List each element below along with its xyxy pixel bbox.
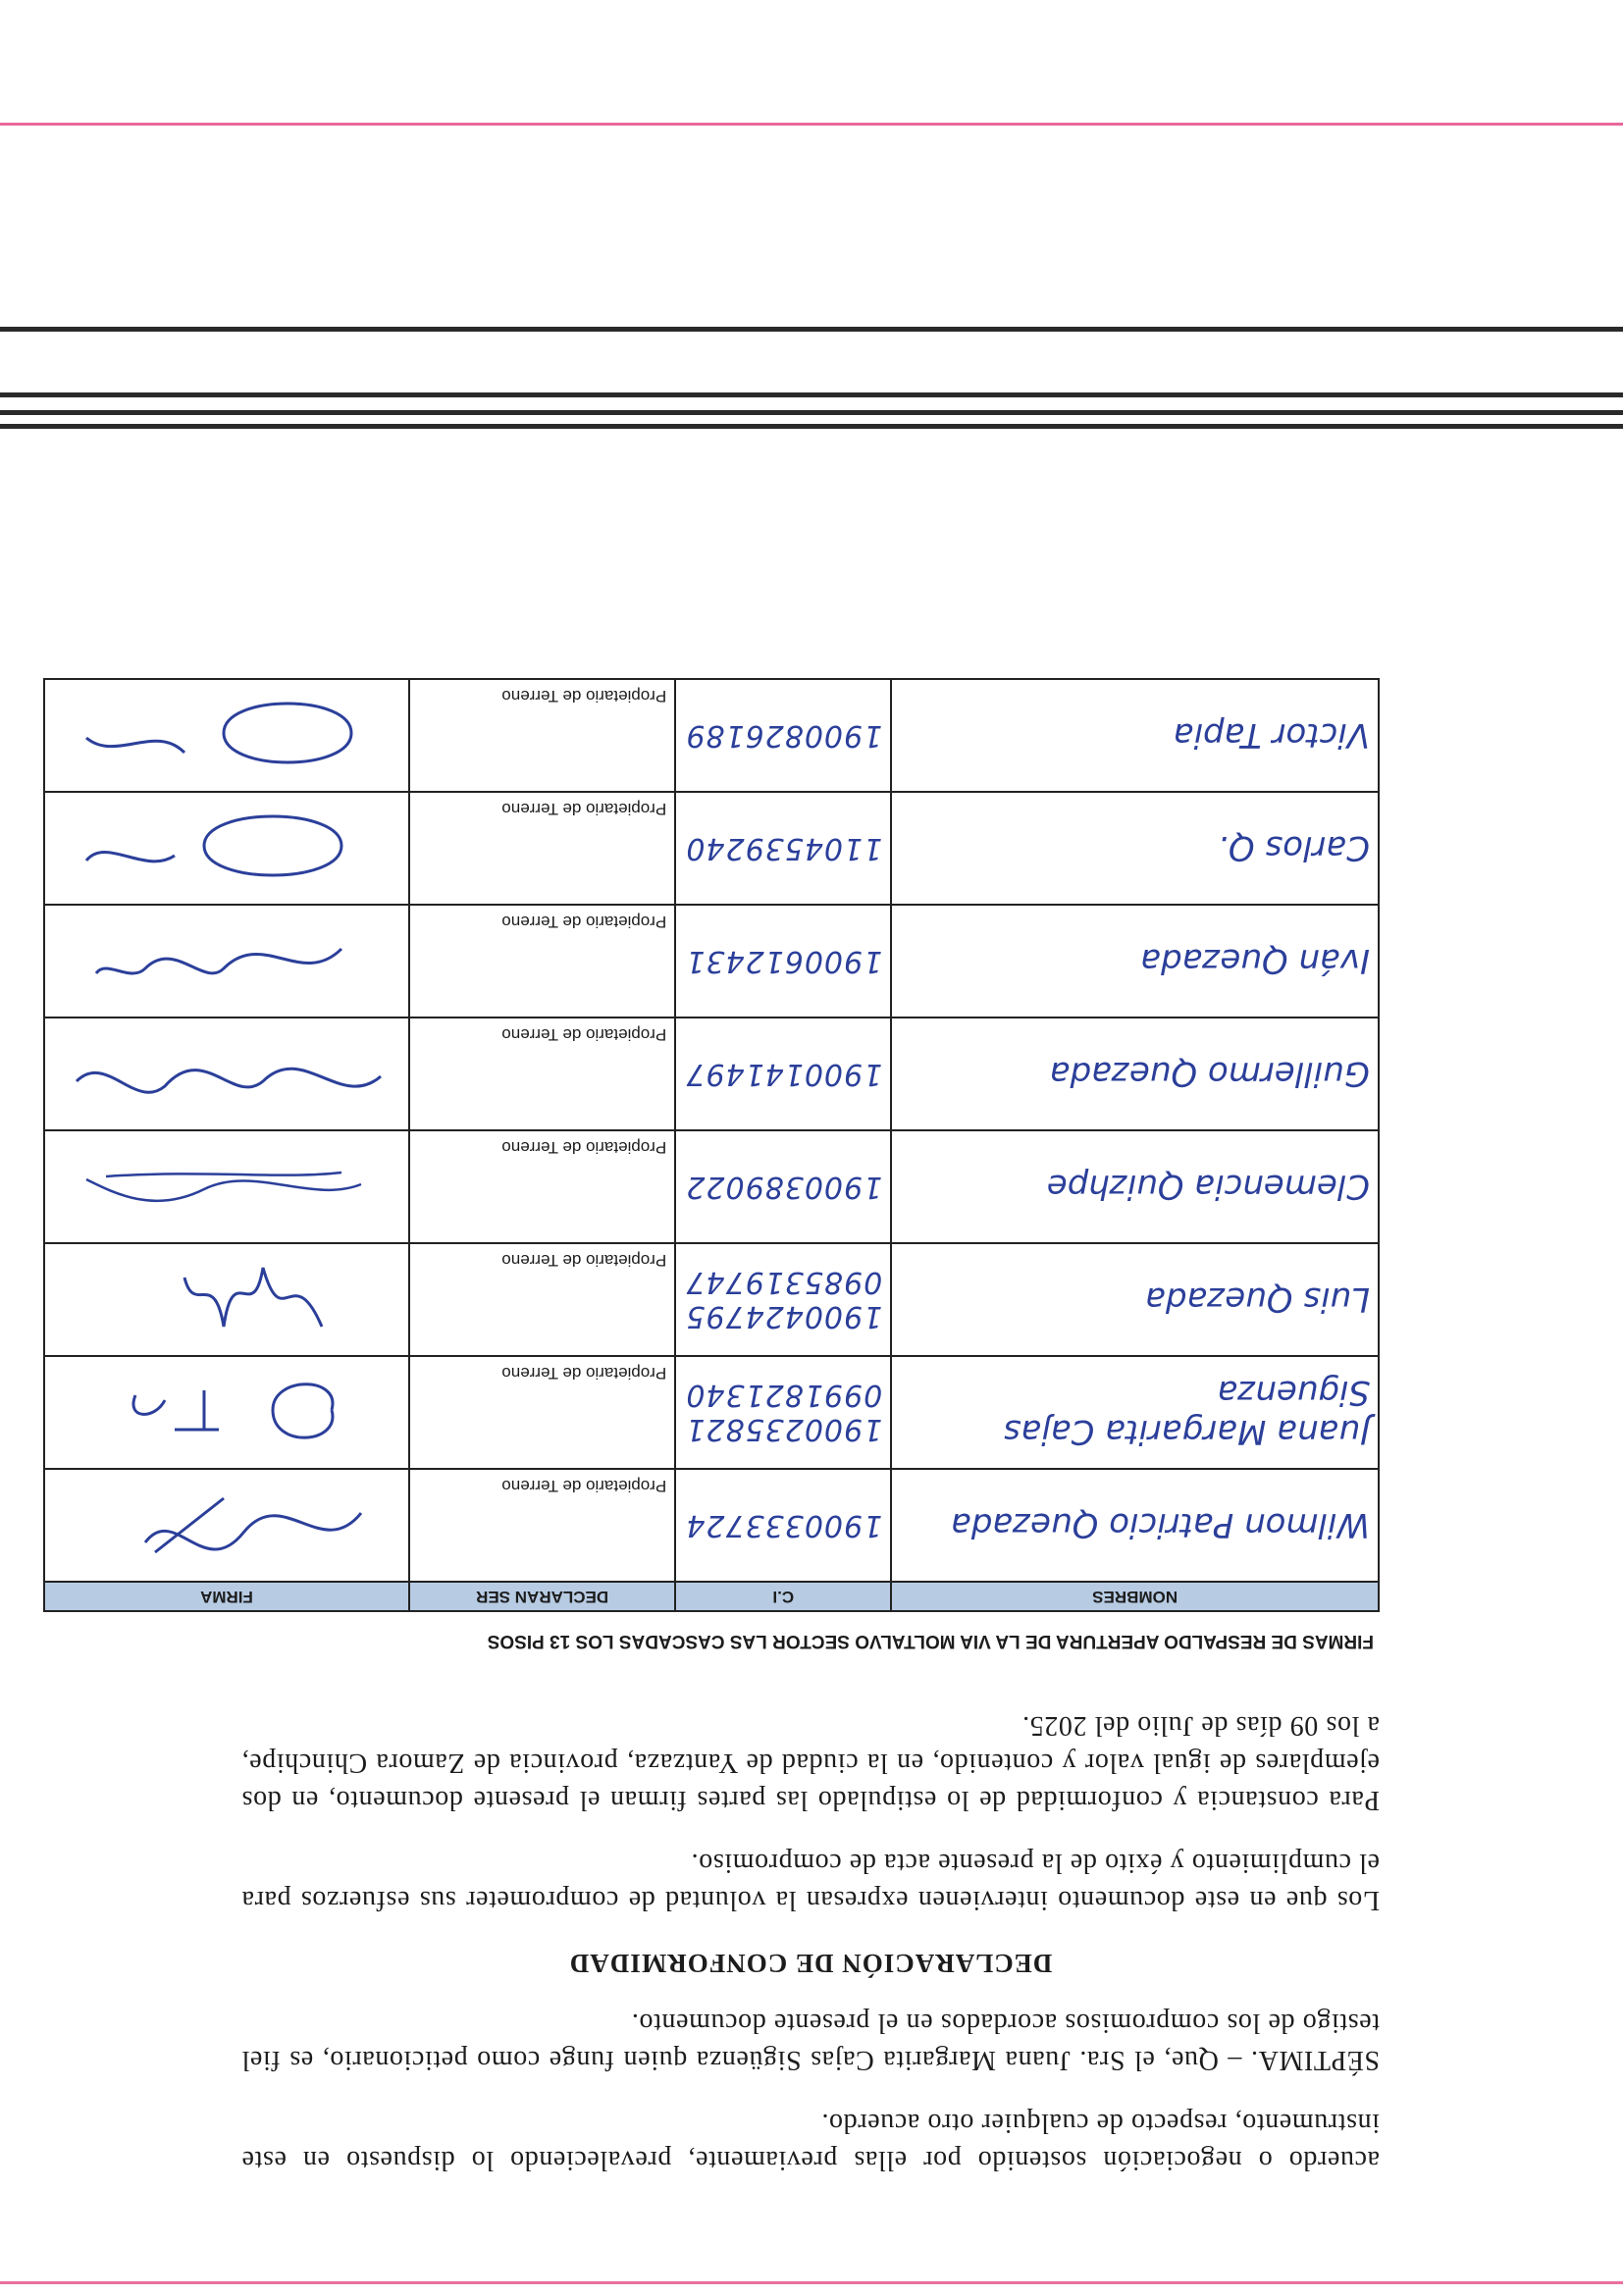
scan-artifact-line [0, 327, 1623, 332]
signature-table-title: FIRMAS DE RESPALDO APERTURA DE LA VIA MOLTALVO SECTOR LAS CASCADAS LOS 13 PISOS [487, 1631, 1374, 1651]
signature-cell [44, 792, 409, 905]
signature-cell [44, 1469, 409, 1582]
paragraph-will: Los que en este documento intervienen expresan la voluntad de comprometer sus esfuerzos para el cumplimiento y éxito de la presente acta de compromiso. [241, 1848, 1380, 1915]
table-row [44, 1469, 1379, 1582]
table-row [44, 1356, 1379, 1469]
signer-ci: 1900333724 [675, 1469, 891, 1582]
signer-ci: 1900235821 0991821340 [675, 1356, 891, 1469]
signer-role: Propietario de Terreno [409, 1243, 675, 1356]
signer-role: Propietario de Terreno [409, 1469, 675, 1582]
signer-name: Clemencia Quizhpe [891, 1130, 1379, 1243]
signer-role: Propietario de Terreno [409, 679, 675, 792]
signature-cell [44, 1018, 409, 1130]
scan-artifact-line [0, 392, 1623, 397]
margin-line-top [0, 2281, 1623, 2284]
signer-ci: 1900389022 [675, 1130, 891, 1243]
signer-name: Iván Quezada [891, 905, 1379, 1018]
table-row [44, 679, 1379, 792]
column-header-role: DECLARAN SER [409, 1582, 675, 1611]
signer-ci: 1900424795 0985319747 [675, 1243, 891, 1356]
column-header-ci: C.I [675, 1582, 891, 1611]
scan-artifact-line [0, 424, 1623, 429]
signer-role: Propietario de Terreno [409, 905, 675, 1018]
signer-ci: 1104539240 [675, 792, 891, 905]
table-header-row [44, 1582, 1379, 1611]
handwritten-signature [67, 1253, 400, 1346]
handwritten-signature [67, 1140, 400, 1233]
scan-artifact-line [0, 410, 1623, 415]
signer-role: Propietario de Terreno [409, 792, 675, 905]
handwritten-signature [67, 802, 400, 895]
table-row [44, 1243, 1379, 1356]
margin-line-bottom [0, 123, 1623, 126]
paragraph-agreement: acuerdo o negociación sostenido por ellas previamente, prevaleciendo lo dispuesto en este instrumento, respecto de cualquier otro acuerdo. [241, 2108, 1380, 2175]
handwritten-signature [67, 1479, 400, 1572]
paragraph-septima: SÉPTIMA. – Que, el Sra. Juana Margarita Cajas Sigüenza quien funge como peticionario, es fiel testigo de los compromisos acordados en el presente documento. [241, 2008, 1380, 2075]
column-header-signature: FIRMA [44, 1582, 409, 1611]
signer-name: Guillermo Quezada [891, 1018, 1379, 1130]
signer-role: Propietario de Terreno [409, 1130, 675, 1243]
signature-cell [44, 1130, 409, 1243]
signature-cell [44, 1356, 409, 1469]
handwritten-signature [67, 1366, 400, 1459]
table-row [44, 1130, 1379, 1243]
signature-table [43, 678, 1380, 1612]
signer-role: Propietario de Terreno [409, 1018, 675, 1130]
handwritten-signature [67, 1027, 400, 1121]
paragraph-constancy: Para constancia y conformidad de lo estipulado las partes firman el presente documento, en dos ejemplares de igual valor y contenido, en la ciudad de Yantzaza, provincia de Zamora Chinchipe, a los 09 días de Julio del 2025. [241, 1710, 1380, 1815]
signer-name: Wilmon Patricio Quezada [891, 1469, 1379, 1582]
signer-name: Victor Tapia [891, 679, 1379, 792]
table-row [44, 792, 1379, 905]
signer-ci: 1900826189 [675, 679, 891, 792]
signature-cell [44, 679, 409, 792]
table-row [44, 905, 1379, 1018]
table-row [44, 1018, 1379, 1130]
signature-cell [44, 905, 409, 1018]
signer-role: Propietario de Terreno [409, 1356, 675, 1469]
section-heading: DECLARACIÓN DE CONFORMIDAD [568, 1949, 1053, 1978]
signer-ci: 1900141497 [675, 1018, 891, 1130]
signer-ci: 1900612431 [675, 905, 891, 1018]
handwritten-signature [67, 914, 400, 1008]
signer-name: Luis Quezada [891, 1243, 1379, 1356]
signer-name: Juana Margarita Cajas Siguenza [891, 1356, 1379, 1469]
signer-name: Carlos Q. [891, 792, 1379, 905]
handwritten-signature [67, 689, 400, 782]
document-body [200, 678, 1380, 2178]
column-header-names: NOMBRES [891, 1582, 1379, 1611]
signature-cell [44, 1243, 409, 1356]
